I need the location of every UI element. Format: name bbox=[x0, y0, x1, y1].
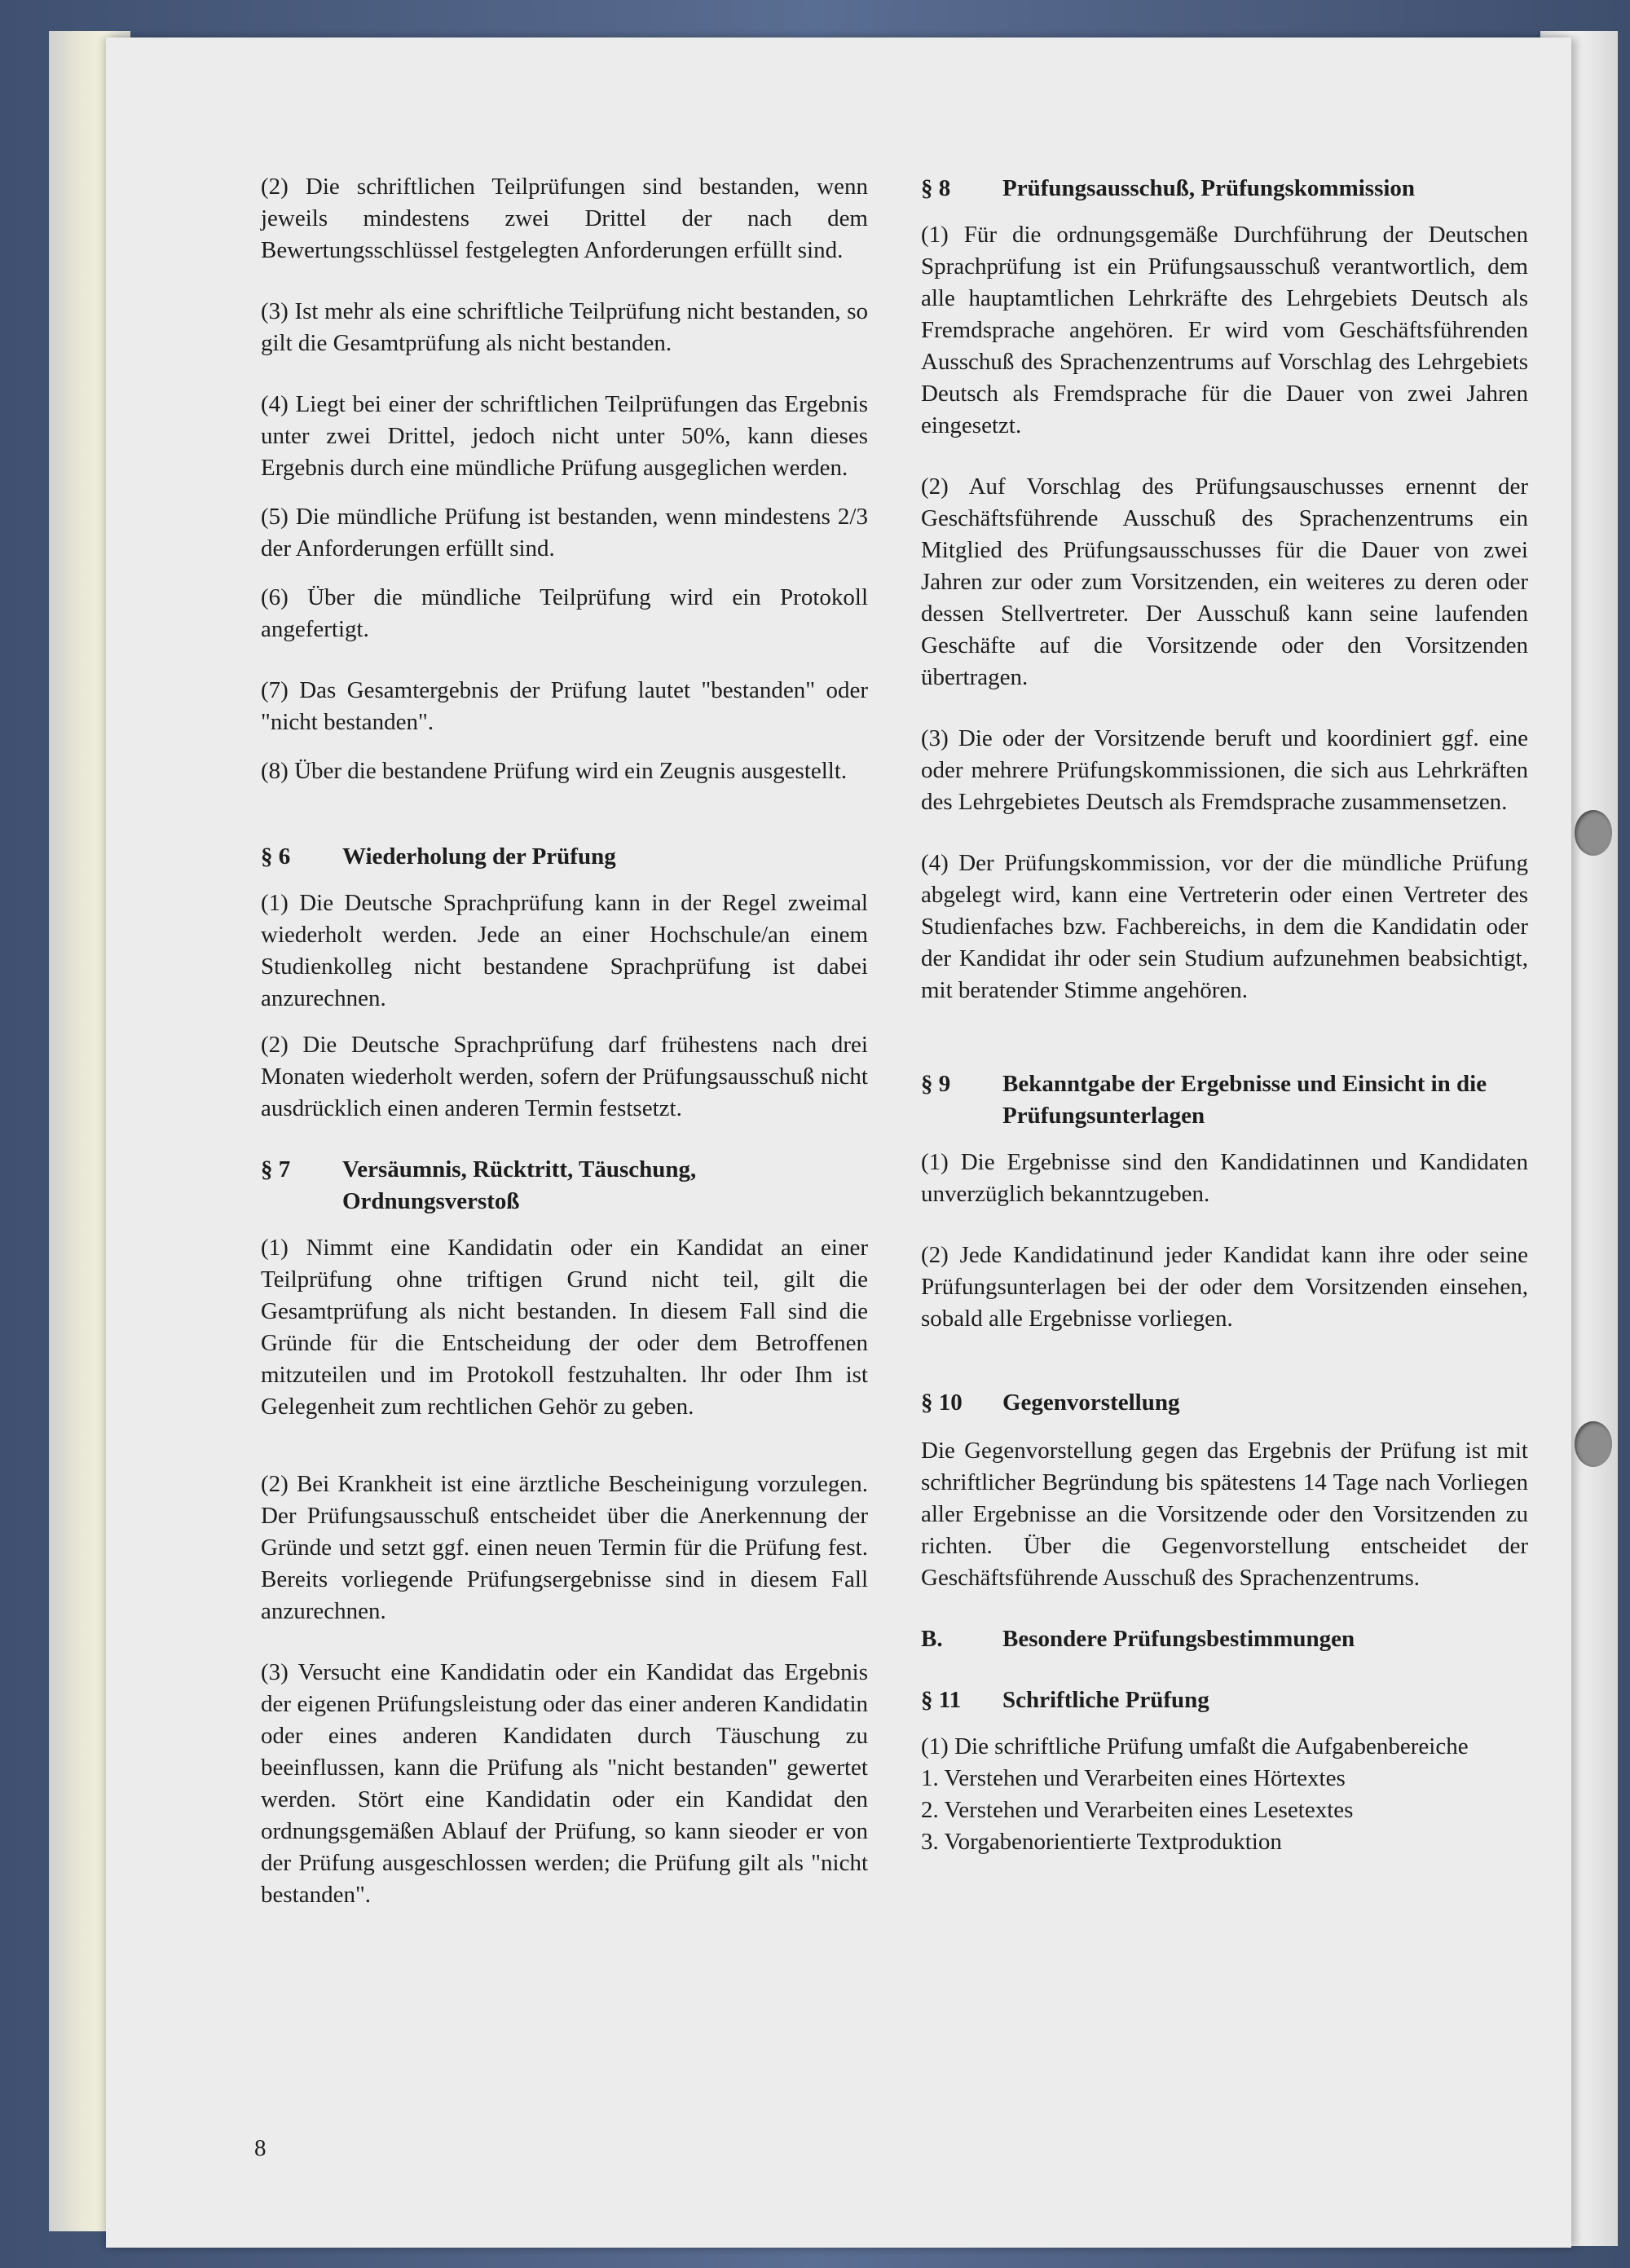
section-title: Versäumnis, Rücktritt, Täuschung, Ordnungsverstoß bbox=[342, 1156, 697, 1214]
paragraph: (2) Die Deutsche Sprachprüfung darf frühestens nach drei Monaten wiederholt werden, sofern der Prüfungsausschuß nicht ausdrücklich einen anderen Termin festsetzt. bbox=[261, 1032, 868, 1121]
paragraph: (3) Die oder der Vorsitzende beruft und koordiniert ggf. eine oder mehrere Prüfungskommissionen, die sich aus Lehrkräften des Lehrgebietes Deutsch als Fremdsprache zusammensetzen. bbox=[921, 725, 1528, 815]
section-heading-b bbox=[921, 1623, 1528, 1655]
paragraph: (8) Über die bestandene Prüfung wird ein Zeugnis ausgestellt. bbox=[261, 758, 848, 784]
section-title: Wiederholung der Prüfung bbox=[342, 843, 616, 870]
section-number: § 9 bbox=[921, 1071, 951, 1097]
list-item: 2. Verstehen und Verarbeiten eines Lesetextes bbox=[921, 1797, 1354, 1823]
paragraph: (1) Die schriftliche Prüfung umfaßt die Aufgabenbereiche bbox=[921, 1733, 1469, 1759]
paragraph: (3) Versucht eine Kandidatin oder ein Kandidat das Ergebnis der eigenen Prüfungsleistung oder das einer anderen Kandidatin oder eines anderen Kandidaten durch Täuschung zu beeinflussen, kann die Prüfung als "nicht bestanden" gewertet werden. Stört eine Kandidatin oder ein Kandidat den ordnungsgemäßen Ablauf der Prüfung, so kann sieoder er von der Prüfung ausgeschlossen werden; die Prüfung gilt als "nicht bestanden". bbox=[261, 1659, 868, 1908]
paragraph: (1) Die Deutsche Sprachprüfung kann in der Regel zweimal wiederholt werden. Jede an einer Hochschule/an einem Studienkolleg nicht bestandene Sprachprüfung ist dabei anzurechnen. bbox=[261, 890, 868, 1011]
paragraph: (2) Bei Krankheit ist eine ärztliche Bescheinigung vorzulegen. Der Prüfungsausschuß entscheidet über die Anerkennung der Gründe und setzt ggf. einen neuen Termin für die Prüfung fest. Bereits vorliegende Prüfungsergebnisse sind in diesem Fall anzurechnen. bbox=[261, 1471, 868, 1624]
section-heading-11 bbox=[921, 1684, 1528, 1716]
section-title: Bekanntgabe der Ergebnisse und Einsicht in die Prüfungsunterlagen bbox=[1002, 1071, 1487, 1129]
section-heading-9 bbox=[921, 1068, 1528, 1132]
punch-hole-bottom bbox=[1575, 1421, 1612, 1467]
paragraph: (3) Ist mehr als eine schriftliche Teilprüfung nicht bestanden, so gilt die Gesamtprüfung als nicht bestanden. bbox=[261, 298, 868, 356]
section-title: Besondere Prüfungsbestimmungen bbox=[1002, 1626, 1355, 1652]
section-number: § 7 bbox=[261, 1156, 291, 1182]
paragraph: (4) Der Prüfungskommission, vor der die mündliche Prüfung abgelegt wird, kann eine Vertreterin oder einen Vertreter des Studienfaches bzw. Fachbereichs, in dem die Kandidatin oder der Kandidat ihr oder sein Studium aufzunehmen beabsichtigt, mit beratender Stimme angehören. bbox=[921, 850, 1528, 1003]
paragraph: (2) Auf Vorschlag des Prüfungsauschusses ernennt der Geschäftsführende Ausschuß des Sprachenzentrums ein Mitglied des Prüfungsausschusses für die Dauer von zwei Jahren zur oder zum Vorsitzenden, ein weiteres zu deren oder dessen Stellvertreter. Der Ausschuß kann seine laufenden Geschäfte auf die Vorsitzende oder den Vorsitzenden übertragen. bbox=[921, 473, 1528, 690]
paragraph: (6) Über die mündliche Teilprüfung wird ein Protokoll angefertigt. bbox=[261, 584, 868, 642]
page-number: 8 bbox=[254, 2135, 267, 2161]
paragraph: (1) Für die ordnungsgemäße Durchführung der Deutschen Sprachprüfung ist ein Prüfungsausschuß verantwortlich, dem alle hauptamtlichen Lehrkräfte des Lehrgebiets Deutsch als Fremdsprache angehören. Er wird vom Geschäftsführenden Ausschuß des Sprachenzentrums auf Vorschlag des Lehrgebiets Deutsch als Fremdsprache für die Dauer von zwei Jahren eingesetzt. bbox=[921, 222, 1528, 438]
section-heading-7 bbox=[261, 1154, 868, 1218]
paragraph: (1) Die Ergebnisse sind den Kandidatinnen und Kandidaten unverzüglich bekanntzugeben. bbox=[921, 1149, 1528, 1207]
section-heading-8 bbox=[921, 173, 1528, 205]
section-heading-6 bbox=[261, 841, 868, 873]
section-title: Prüfungsausschuß, Prüfungskommission bbox=[1002, 175, 1416, 201]
right-column bbox=[921, 173, 1528, 1858]
paragraph: (5) Die mündliche Prüfung ist bestanden, wenn mindestens 2/3 der Anforderungen erfüllt sind. bbox=[261, 504, 868, 561]
section-number: § 6 bbox=[261, 843, 291, 870]
paragraph: (1) Nimmt eine Kandidatin oder ein Kandidat an einer Teilprüfung ohne triftigen Grund nicht teil, gilt die Gesamtprüfung als nicht bestanden. In diesem Fall sind die Gründe für die Entscheidung der oder dem Betroffenen mitzuteilen und im Protokoll festzuhalten. lhr oder Ihm ist Gelegenheit zum rechtlichen Gehör zu geben. bbox=[261, 1235, 868, 1420]
section-number: § 8 bbox=[921, 175, 951, 201]
paragraph: (2) Jede Kandidatinund jeder Kandidat kann ihre oder seine Prüfungsunterlagen bei der oder dem Vorsitzenden einsehen, sobald alle Ergebnisse vorliegen. bbox=[921, 1242, 1528, 1332]
paragraph: (4) Liegt bei einer der schriftlichen Teilprüfungen das Ergebnis unter zwei Drittel, jedoch nicht unter 50%, kann dieses Ergebnis durch eine mündliche Prüfung ausgeglichen werden. bbox=[261, 391, 868, 481]
section-number: § 10 bbox=[921, 1389, 963, 1416]
paragraph: (2) Die schriftlichen Teilprüfungen sind bestanden, wenn jeweils mindestens zwei Drittel der nach dem Bewertungsschlüssel festgelegten Anforderungen erfüllt sind. bbox=[261, 174, 868, 263]
section-title: Gegenvorstellung bbox=[1002, 1389, 1180, 1416]
section-heading-10 bbox=[921, 1387, 1528, 1419]
list-item: 1. Verstehen und Verarbeiten eines Hörtextes bbox=[921, 1765, 1346, 1791]
paragraph: (7) Das Gesamtergebnis der Prüfung lautet "bestanden" oder "nicht bestanden". bbox=[261, 677, 868, 735]
list-item: 3. Vorgabenorientierte Textproduktion bbox=[921, 1829, 1282, 1855]
section-number: § 11 bbox=[921, 1687, 962, 1713]
punch-hole-top bbox=[1575, 810, 1612, 856]
paragraph: Die Gegenvorstellung gegen das Ergebnis der Prüfung ist mit schriftlicher Begründung bis spätestens 14 Tage nach Vorliegen aller Ergebnisse an die Vorsitzende oder den Vorsitzenden zu richten. Über die Gegenvorstellung entscheidet der Geschäftsführende Ausschuß des Sprachenzentrums. bbox=[921, 1438, 1528, 1591]
section-title: Schriftliche Prüfung bbox=[1002, 1687, 1209, 1713]
section-number: B. bbox=[921, 1626, 943, 1652]
left-column bbox=[261, 171, 868, 1911]
